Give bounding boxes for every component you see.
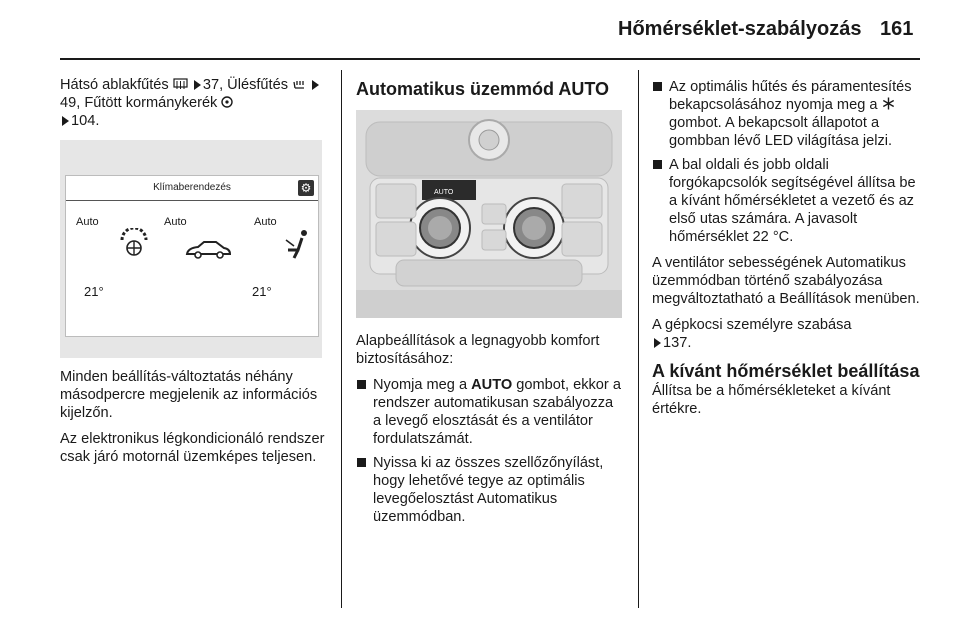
paragraph: A ventilátor sebességének Automatikus üzemmódban történő szabályozása megváltoztatható a Beállítások menüben. <box>652 255 920 307</box>
reference-arrow-icon <box>62 116 69 126</box>
paragraph: A gépkocsi személyre szabása 137. <box>652 317 852 351</box>
panel-auto-label: AUTO <box>434 189 454 196</box>
auto-button-label: AUTO <box>471 377 513 393</box>
section-heading-auto-mode: Automatikus üzemmód AUTO <box>356 79 610 99</box>
section-heading-temperature: A kívánt hőmérséklet beállítása <box>652 361 920 381</box>
reference-arrow-icon <box>194 80 201 90</box>
temperature-left: 21° <box>84 284 104 299</box>
column-1 <box>60 76 330 138</box>
reference-arrow-icon <box>654 338 661 348</box>
list-item: A bal oldali és jobb oldali forgókapcsolók segítségével állítsa be a kívánt hőmérsékletet a vezető és az első utas számára. A javasolt hőmérséklet 22 °C. <box>652 156 924 246</box>
control-panel-illustration <box>356 110 622 318</box>
column-2 <box>356 78 624 106</box>
seat-heating-icon <box>292 77 306 90</box>
display-divider <box>66 200 318 201</box>
list-item: Az optimális hűtés és páramentesítés bekapcsolásához nyomja meg a gombot. A bekapcsolt állapotot a gombban lévő LED világítása jelzi. <box>652 78 924 150</box>
header-rule <box>60 58 920 60</box>
column-divider-2 <box>638 70 639 608</box>
bullet-marker <box>653 82 662 91</box>
rear-window-heating-icon <box>173 78 188 90</box>
paragraph: Állítsa be a hőmérsékleteket a kívánt értékre. <box>652 383 891 417</box>
snowflake-icon <box>882 97 895 110</box>
auto-label-center: Auto <box>164 216 187 228</box>
list-item: Nyissa ki az összes szellőzőnyílást, hogy lehetővé tegye az optimális levegőelosztást Automatikus üzemmódban. <box>356 454 624 526</box>
column-2-lower <box>356 332 624 534</box>
page-header-title: Hőmérséklet-szabályozás <box>618 18 862 40</box>
paragraph: Alapbeállítások a legnagyobb komfort biztosításához: <box>356 333 600 367</box>
auto-label-right: Auto <box>254 216 277 228</box>
bullet-marker <box>653 160 662 169</box>
seat-airflow-icon <box>284 228 310 260</box>
paragraph: Az elektronikus légkondicionáló rendszer csak járó motornál üzemképes teljesen. <box>60 431 325 465</box>
list-item: Nyomja meg a AUTO gombot, ekkor a rendszer automatikusan szabályozza a levegő elosztását és a ventilátor fordulatszámát. <box>356 376 624 448</box>
car-airflow-icon <box>184 238 232 262</box>
fan-icon <box>116 228 152 258</box>
bullet-list <box>652 78 924 246</box>
bullet-marker <box>357 458 366 467</box>
page-number: 161 <box>880 18 914 40</box>
settings-gear-icon: ⚙ <box>298 180 314 196</box>
reference-arrow-icon <box>312 80 319 90</box>
column-3 <box>652 78 924 426</box>
column-divider-1 <box>341 70 342 608</box>
intro-paragraph: Hátsó ablakfűtés 37, Ülésfűtés 49, Fűtött kormánykerék 104. <box>60 76 330 130</box>
climate-display-figure <box>60 140 322 358</box>
temperature-right: 21° <box>252 284 272 299</box>
column-1-lower <box>60 368 330 474</box>
climate-control-panel-figure <box>356 110 622 318</box>
paragraph: Minden beállítás-változtatás néhány másodpercre megjelenik az információs kijelzőn. <box>60 369 318 421</box>
bullet-marker <box>357 380 366 389</box>
auto-label-left: Auto <box>76 216 99 228</box>
bullet-list <box>356 376 624 526</box>
heated-steering-wheel-icon <box>221 96 233 108</box>
info-display <box>65 175 319 337</box>
display-title: Klímaberendezés <box>153 182 231 193</box>
